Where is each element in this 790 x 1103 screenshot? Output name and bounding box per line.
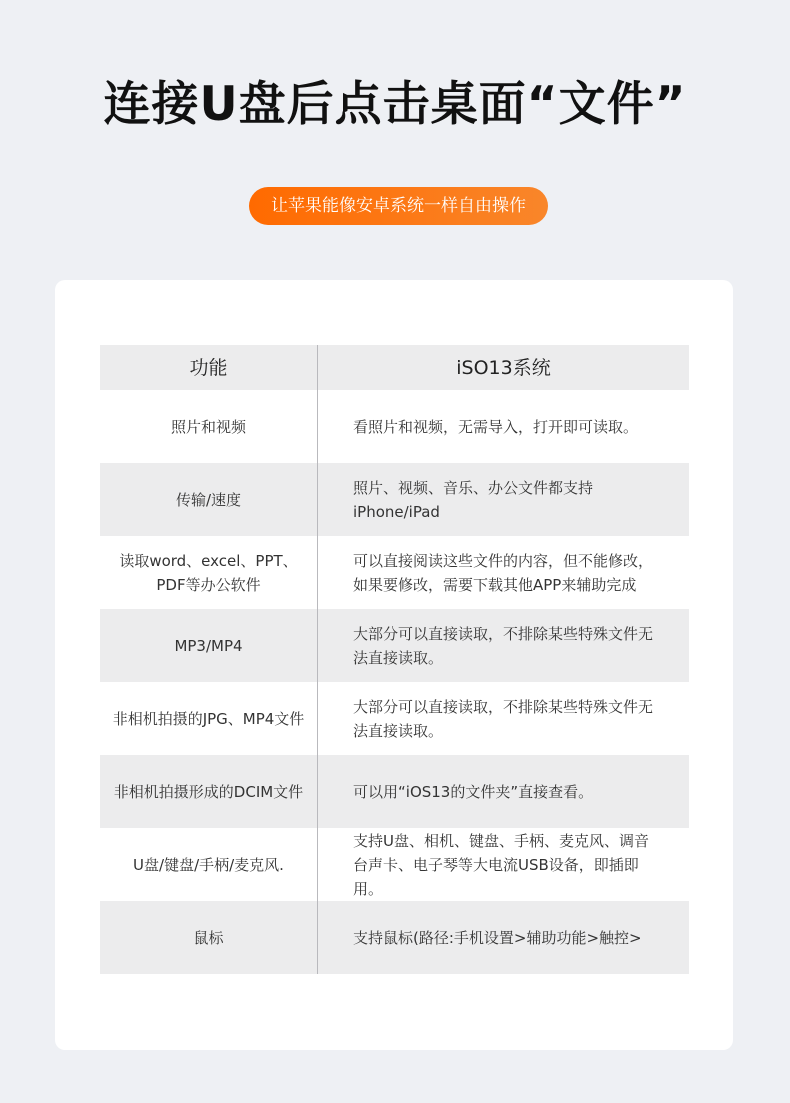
ios13-cell — [318, 901, 689, 974]
feature-text: U盘/键盘/手柄/麦克风. — [133, 855, 284, 874]
ios13-cell — [318, 682, 689, 755]
table-row — [100, 390, 689, 463]
ios13-text: 看照片和视频，无需导入，打开即可读取。 — [353, 417, 639, 436]
feature-text: 传输/速度 — [175, 490, 242, 509]
feature-cell — [100, 901, 318, 974]
feature-text: MP3/MP4 — [174, 636, 243, 655]
ios13-cell — [318, 463, 689, 536]
ios13-cell — [318, 609, 689, 682]
table-header-row — [100, 345, 689, 390]
header-ios13: iSO13系统 — [456, 356, 551, 379]
ios13-text: 可以用“iOS13的文件夹”直接查看。 — [353, 782, 594, 801]
ios13-cell — [318, 755, 689, 828]
table-row — [100, 536, 689, 609]
ios13-text: 大部分可以直接读取，不排除某些特殊文件无法直接读取。 — [353, 697, 654, 740]
table-row — [100, 755, 689, 828]
table-row — [100, 901, 689, 974]
feature-cell — [100, 682, 318, 755]
table-row — [100, 682, 689, 755]
table-row — [100, 609, 689, 682]
feature-cell — [100, 463, 318, 536]
ios13-text: 支持鼠标(路径:手机设置>辅助功能>触控> — [353, 928, 642, 947]
feature-table — [100, 345, 689, 974]
feature-cell — [100, 828, 318, 901]
page-headline: 连接U盘后点击桌面“文件” — [103, 77, 687, 132]
ios13-text: 照片、视频、音乐、办公文件都支持iPhone/iPad — [353, 478, 594, 521]
feature-text: 非相机拍摄的JPG、MP4文件 — [112, 709, 305, 728]
comparison-card — [55, 280, 733, 1050]
feature-cell — [100, 609, 318, 682]
ios13-text: 支持U盘、相机、键盘、手柄、麦克风、调音台声卡、电子琴等大电流USB设备，即插即用。 — [353, 831, 649, 898]
feature-cell — [100, 536, 318, 609]
feature-cell — [100, 390, 318, 463]
feature-text: 读取word、excel、PPT、PDF等办公软件 — [119, 551, 298, 594]
subtitle-badge: 让苹果能像安卓系统一样自由操作 — [249, 187, 548, 225]
feature-text: 照片和视频 — [170, 417, 246, 436]
ios13-text: 大部分可以直接读取，不排除某些特殊文件无法直接读取。 — [353, 624, 654, 667]
feature-text: 非相机拍摄形成的DCIM文件 — [113, 782, 304, 801]
feature-cell — [100, 755, 318, 828]
ios13-cell — [318, 828, 689, 901]
table-row — [100, 463, 689, 536]
feature-text: 鼠标 — [193, 928, 224, 947]
ios13-cell — [318, 536, 689, 609]
table-row — [100, 828, 689, 901]
ios13-text: 可以直接阅读这些文件的内容，但不能修改，如果要修改，需要下载其他APP来辅助完成 — [353, 551, 654, 594]
ios13-cell — [318, 390, 689, 463]
header-feature: 功能 — [100, 345, 318, 390]
